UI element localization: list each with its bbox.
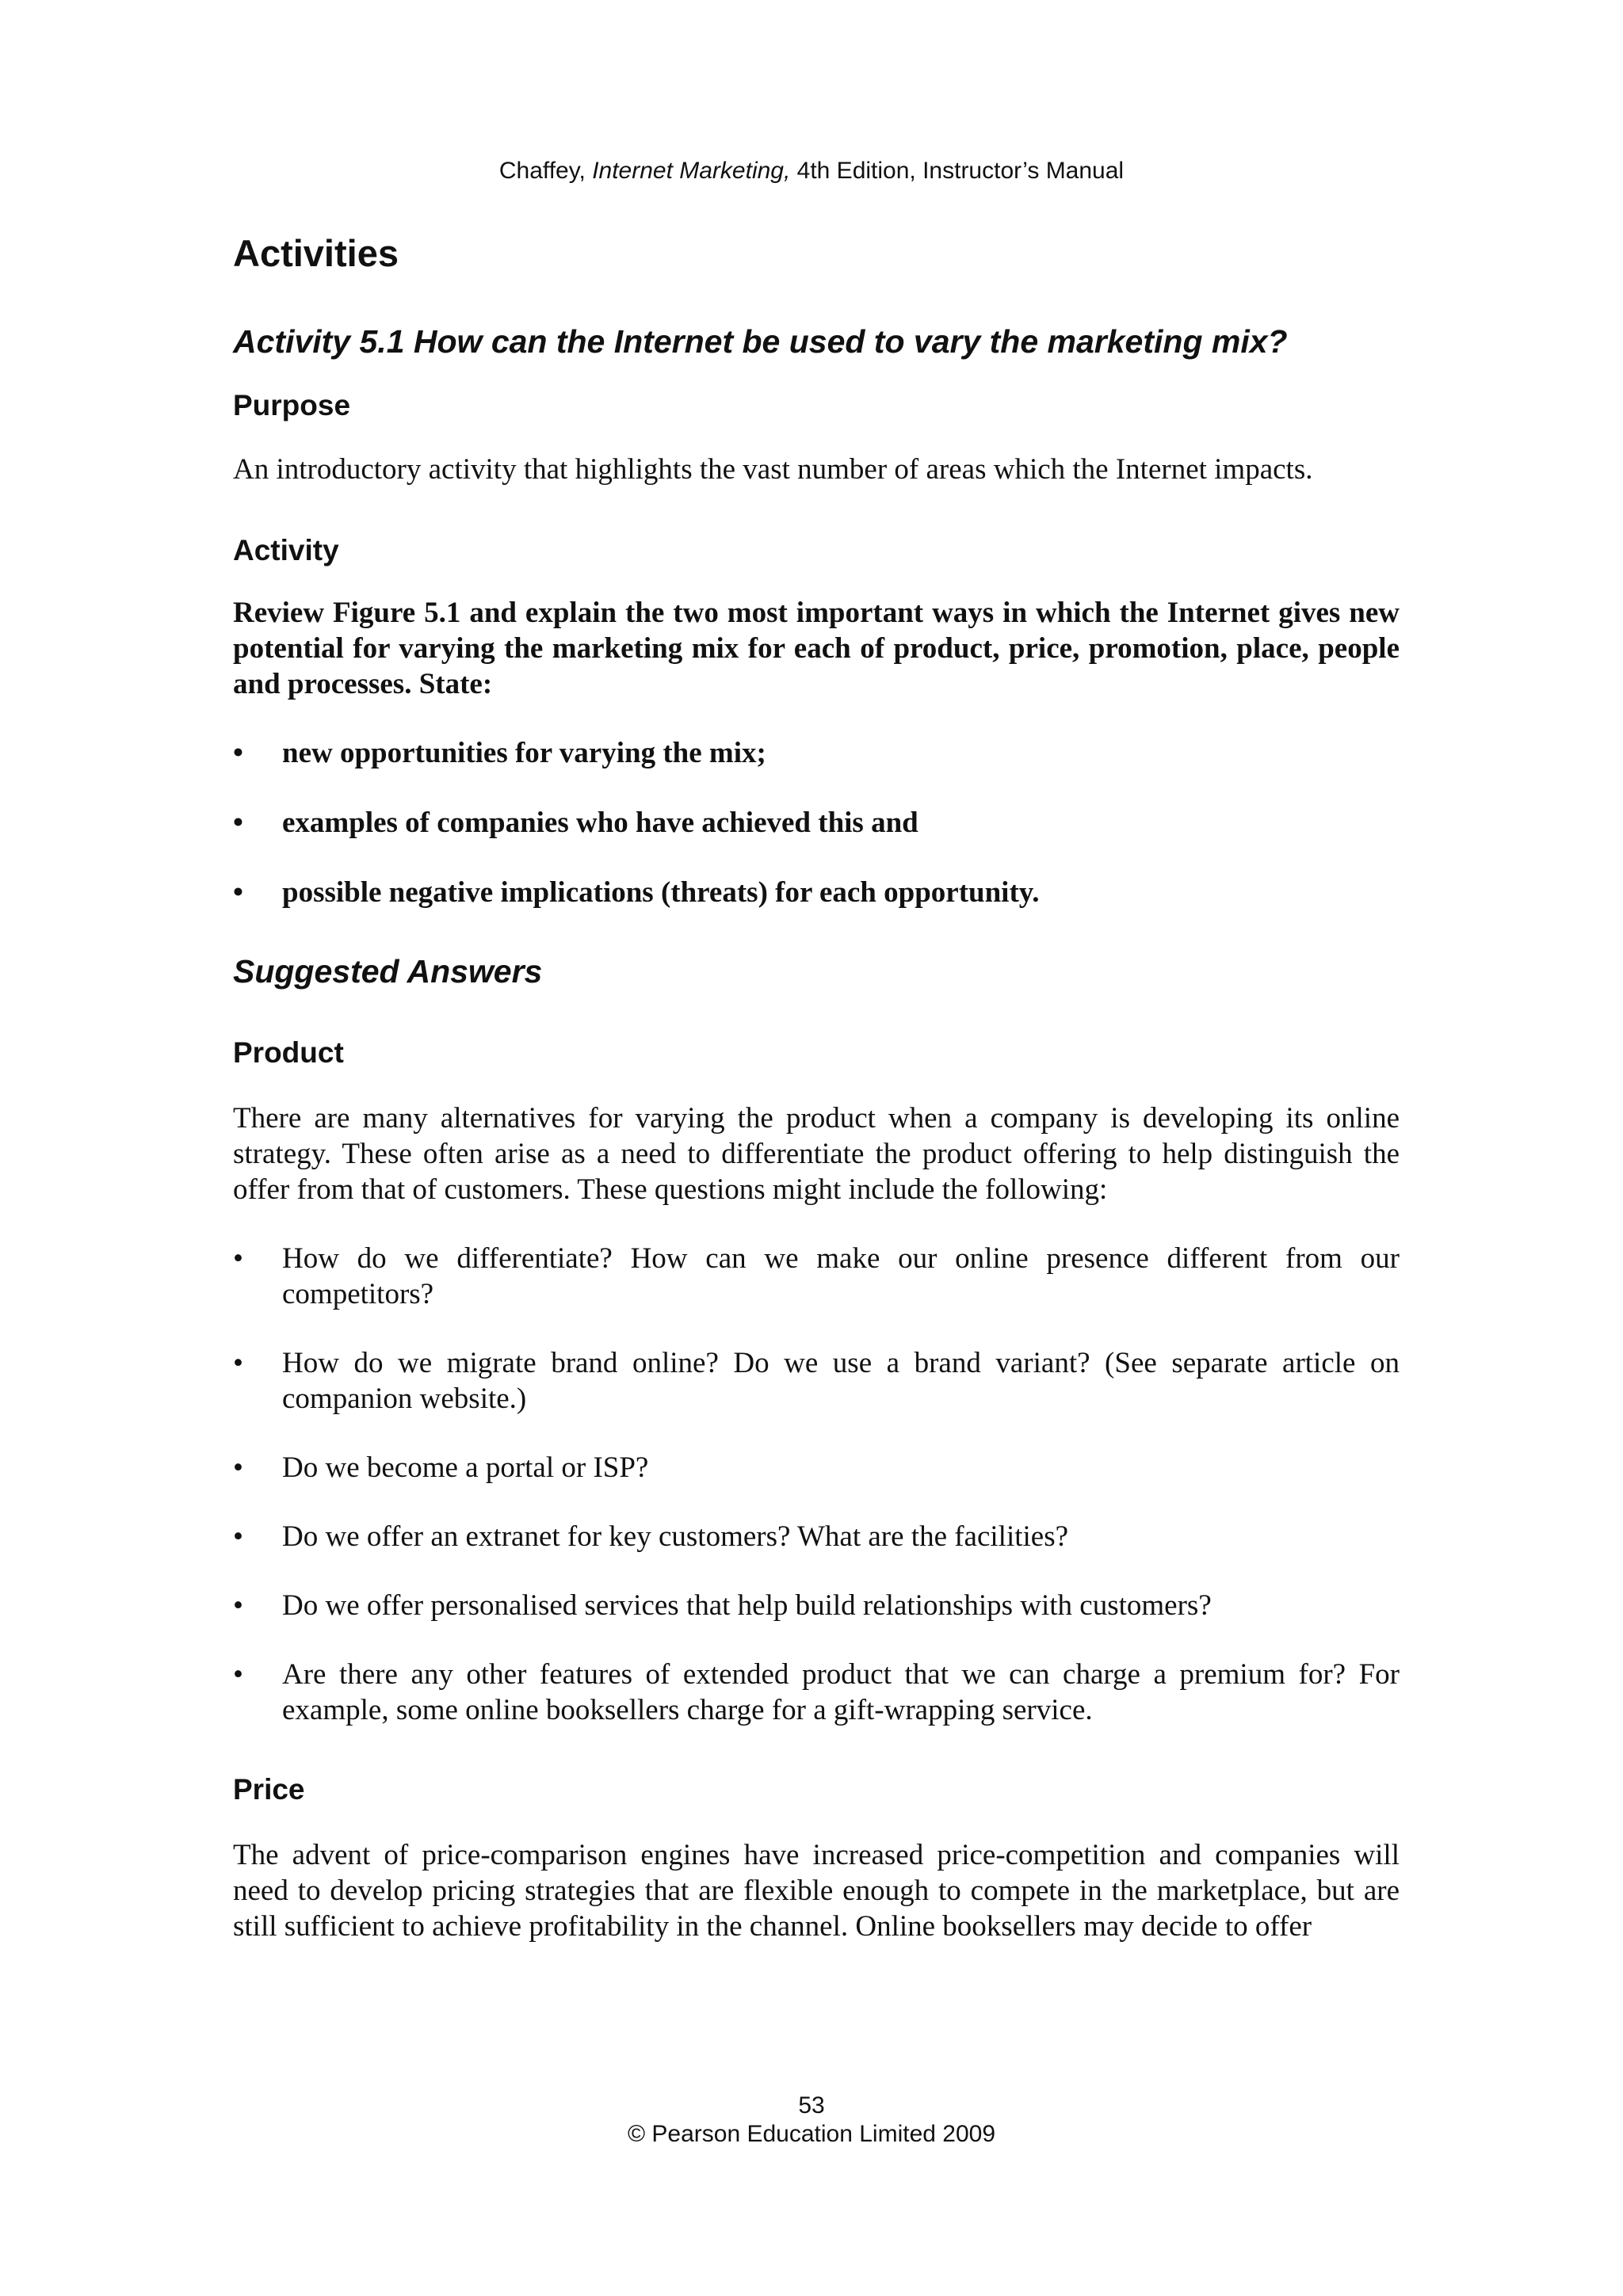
copyright-notice: © Pearson Education Limited 2009 (627, 2121, 996, 2147)
bullet-glyph: • (233, 1520, 243, 1553)
running-header (0, 155, 1623, 187)
product-text: There are many alternatives for varying the product when a company is developing its online strategy. These often arise as a need to differentiate the product offering to help distinguish the offer from that of customers. These questions might include the following: (233, 1102, 1400, 1206)
activity-text: Review Figure 5.1 and explain the two most important ways in which the Internet gives new potential for varying the marketing mix for each of product, price, promotion, place, people and processes. State: (233, 597, 1400, 700)
bullet-glyph: • (233, 1658, 243, 1691)
activity-heading: Activity (233, 534, 339, 566)
bullet-glyph: • (233, 1347, 243, 1379)
activity-title: Activity 5.1 How can the Internet be used to vary the marketing mix? (233, 323, 1288, 360)
product-bullet-list (233, 1241, 1400, 1728)
list-item: • How do we differentiate? How can we make our online presence different from our competitors? (233, 1242, 1400, 1310)
header-book-title: Internet Marketing, (592, 158, 791, 184)
header-edition: 4th Edition, Instructor’s Manual (790, 158, 1125, 184)
purpose-heading: Purpose (233, 389, 351, 421)
page-content (233, 230, 1400, 1944)
section-heading-activities: Activities (233, 232, 399, 274)
bullet-glyph: • (233, 737, 243, 769)
page-number: 53 (798, 2092, 825, 2119)
list-item: • Do we offer personalised services that help build relationships with customers? (233, 1589, 1212, 1622)
product-heading: Product (233, 1036, 344, 1069)
header-author: Chaffey, (498, 158, 593, 184)
bullet-glyph: • (233, 1451, 243, 1484)
bullet-glyph: • (233, 876, 243, 909)
list-item: • new opportunities for varying the mix; (233, 737, 766, 769)
suggested-answers-heading: Suggested Answers (233, 953, 543, 990)
bullet-glyph: • (233, 1242, 243, 1275)
list-item: • examples of companies who have achieved this and (233, 807, 918, 839)
list-item: • How do we migrate brand online? Do we use a brand variant? (See separate article on companion website.) (233, 1347, 1400, 1415)
price-text: The advent of price-comparison engines have increased price-competition and companies will need to develop pricing strategies that are flexible enough to compete in the marketplace, but are still sufficient to achieve profitability in the channel. Online booksellers may decide to offer (233, 1839, 1400, 1943)
activity-bullet-list (233, 735, 1400, 910)
list-item: • possible negative implications (threats) for each opportunity. (233, 876, 1040, 909)
purpose-text: An introductory activity that highlights the vast number of areas which the Internet impacts. (233, 453, 1313, 486)
price-heading: Price (233, 1773, 305, 1806)
list-item: • Do we become a portal or ISP? (233, 1451, 649, 1484)
bullet-glyph: • (233, 1589, 243, 1622)
bullet-glyph: • (233, 807, 243, 839)
list-item: • Are there any other features of extended product that we can charge a premium for? For example, some online booksellers charge for a gift-wrapping service. (233, 1658, 1400, 1726)
list-item: • Do we offer an extranet for key customers? What are the facilities? (233, 1520, 1069, 1553)
